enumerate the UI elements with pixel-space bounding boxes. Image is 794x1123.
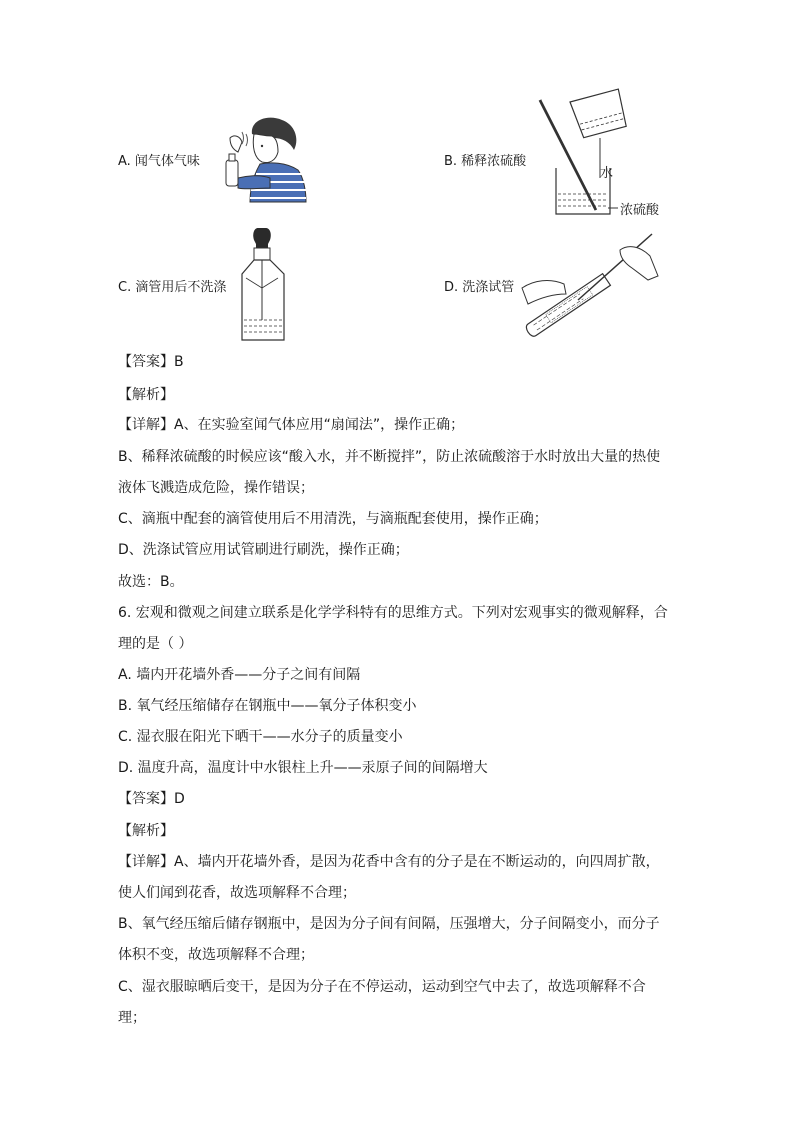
diluting-acid-illustration (536, 98, 660, 220)
acid-label: 浓硫酸 (620, 203, 660, 218)
water-label: 水 (600, 166, 614, 181)
q6-option-d: D. 温度升高，温度计中水银柱上升——汞原子间的间隔增大 (118, 760, 488, 776)
q6-answer: 【答案】D (118, 791, 185, 807)
option-a-label: A. 闻气体气味 (118, 154, 200, 169)
dropper-bottle-illustration (234, 224, 294, 344)
q5-analysis-heading: 【解析】 (118, 387, 174, 403)
q5-detail-line: 故选：B。 (118, 574, 184, 590)
q6-stem-line: 理的是（ ） (118, 636, 193, 652)
q5-detail-line: B、稀释浓硫酸的时候应该“酸入水，并不断搅拌”，防止浓硫酸溶于水时放出大量的热使 (118, 449, 661, 465)
q5-detail-line: 液体飞溅造成危险，操作错误； (118, 480, 314, 496)
q6-detail-line: 理； (118, 1010, 146, 1026)
q6-detail-line: 【详解】A、墙内开花墙外香，是因为花香中含有的分子是在不断运动的，向四周扩散， (118, 854, 660, 870)
q6-detail-line: 体积不变，故选项解释不合理； (118, 947, 314, 963)
q5-detail-line: C、滴瓶中配套的滴管使用后不用清洗，与滴瓶配套使用，操作正确； (118, 511, 548, 527)
q5-detail-line: 【详解】A、在实验室闻气体应用“扇闻法”，操作正确； (118, 417, 465, 433)
option-b-label: B. 稀释浓硫酸 (444, 154, 527, 169)
q5-detail-line: D、洗涤试管应用试管刷进行刷洗，操作正确； (118, 542, 409, 558)
tube-washing-illustration (520, 228, 660, 336)
smelling-gas-illustration (220, 112, 310, 202)
q6-option-a: A. 墙内开花墙外香——分子之间有间隔 (118, 667, 361, 683)
q6-detail-line: 使人们闻到花香，故选项解释不合理； (118, 885, 356, 901)
q6-analysis-heading: 【解析】 (118, 823, 174, 839)
option-d-label: D. 洗涤试管 (444, 280, 515, 295)
option-c-label: C. 滴管用后不洗涤 (118, 280, 227, 295)
q6-option-c: C. 湿衣服在阳光下晒干——水分子的质量变小 (118, 729, 403, 745)
q6-detail-line: C、湿衣服晾晒后变干，是因为分子在不停运动，运动到空气中去了，故选项解释不合 (118, 979, 646, 995)
q6-option-b: B. 氧气经压缩储存在钢瓶中——氧分子体积变小 (118, 698, 417, 714)
q6-stem-line: 6. 宏观和微观之间建立联系是化学学科特有的思维方式。下列对宏观事实的微观解释，合 (118, 605, 668, 621)
q6-detail-line: B、氧气经压缩后储存钢瓶中，是因为分子间有间隔，压强增大，分子间隔变小，而分子 (118, 916, 660, 932)
q5-answer: 【答案】B (118, 354, 184, 370)
